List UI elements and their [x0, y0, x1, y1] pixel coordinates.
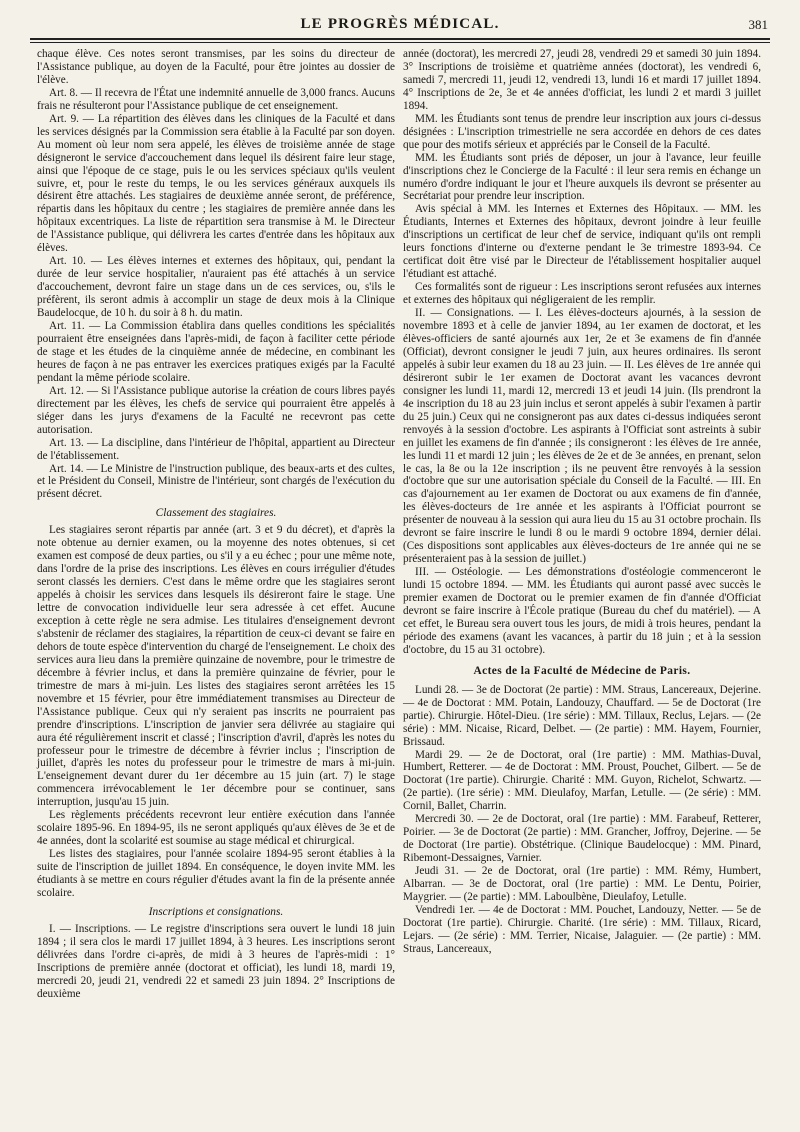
schedule-entry: Lundi 28. — 3e de Doctorat (2e partie) : MM. Straus, Lancereaux, Dejerine. — 4e de Doctorat : MM. Potain, Landouzy, Chauffard. — 5e de Doctorat (1re partie). Chirurgie. Hôtel-Dieu. (1re série) : MM. Tillaux, Reclus, Lejars. — (2e série) : MM. Nicaise, Ricard, Delbet. — (2e partie) : MM. Hayem, Fournier, Brissaud. [403, 683, 761, 748]
article-14: Art. 14. — Le Ministre de l'instruction publique, des beaux-arts et des cultes, et le Président du Conseil, Ministre de l'intérieur, sont chargés de l'exécution du présent décret. [37, 462, 395, 501]
paragraph: chaque élève. Ces notes seront transmises, par les soins du directeur de l'Assistance publique, au doyen de la Faculté, pour être jointes au dossier de l'élève. [37, 48, 395, 86]
paragraph: année (doctorat), les mercredi 27, jeudi 28, vendredi 29 et samedi 30 juin 1894. 3° Inscriptions de troisième et quatrième années (doctorat), les vendredi 6, samedi 7, mercredi 11, jeudi 12, vendredi 13, lundi 16 et mardi 17 juillet 1894. 4° Inscriptions de 2e, 3e et 4e années d'officiat, les lundi 2 et mardi 3 juillet 1894. [403, 48, 761, 112]
header-rule-thick [30, 38, 770, 40]
paragraph: II. — Consignations. — I. Les élèves-docteurs ajournés, à la session de novembre 1893 et à celle de janvier 1894, au 1er examen de doctorat, et les élèves-officiers de santé ajournés aux 1er, 2e et 3e examens de fin d'année (Officiat), devront consigner le jeudi 7 juin, aux heures ordinaires. Ils seront appelés à subir leur examen du 18 au 23 juin. — II. Les élèves de 1re année qui désireront subir le 1er examen de Doctorat avant les vacances devront consigner les lundi 11, mardi 12, mercredi 13 et jeudi 14 juin. (Ils prendront la 4e inscription du 18 au 23 juin inclus et seront appelés à subir l'examen à partir du 25 juin.) Ceux qui ne consigneront pas aux dates ci-dessus indiquées seront renvoyés à la session d'octobre. Les aspirants à l'Officiat sont astreints à subir en juillet les examens de fin d'année ; ils consigneront : les élèves de 1re année, les lundi 11 et mardi 12 juin ; les élèves de 2e et de 3e années, en prenant, selon le cas, la 8e ou la 12e inscription ; ils ne peuvent être renvoyés à la session d'octobre que sur une autorisation spéciale du Conseil de la Faculté. — III. En cas d'ajournement au 1er examen de Doctorat ou aux examens de fin d'année, les élèves-docteurs de 1re année et les aspirants à l'Officiat pourront se présenter de nouveau à la session qui aura lieu du 15 au 31 octobre prochain. Ils devront se faire inscrire le lundi 8 ou le mardi 9 octobre 1894, dernier délai. (Ces dispositions sont applicables aux élèves-docteurs de 1re année qui ne se présenteraient pas à la session de juillet.) [403, 307, 761, 566]
journal-title: LE PROGRÈS MÉDICAL. [300, 16, 500, 32]
section-heading-classement: Classement des stagiaires. [155, 507, 277, 520]
section-heading-actes: Actes de la Faculté de Médecine de Paris. [473, 664, 691, 677]
left-column [37, 48, 395, 1001]
right-column [403, 48, 761, 956]
page-header [30, 14, 770, 38]
paragraph: Avis spécial à MM. les Internes et Externes des Hôpitaux. — MM. les Étudiants, Internes et Externes des hôpitaux, devront joindre à leur feuille d'inscriptions un certificat de leur chef de service, indiquant qu'ils ont rempli leurs fonctions d'interne ou d'externe pendant le 3e trimestre 1893-94. Ce certificat doit être visé par le Directeur de l'établissement hospitalier auquel l'étudiant est attaché. [403, 203, 761, 281]
paragraph: MM. les Étudiants sont tenus de prendre leur inscription aux jours ci-dessus désignées : L'inscription trimestrielle ne sera accordée en dehors de ces dates que pour des motifs sérieux et appréciés par le Conseil de la Faculté. [403, 112, 761, 151]
article-10: Art. 10. — Les élèves internes et externes des hôpitaux, qui, pendant la durée de leur service hospitalier, n'auraient pas été attachés à un service d'accouchement, devront faire un stage dans un de ces services, ou, s'ils le préfèrent, ils seront admis à accomplir un stage de deux mois à la Clinique Baudelocque, de 10 h. du soir à 8 h. du matin. [37, 255, 395, 320]
paragraph: I. — Inscriptions. — Le registre d'inscriptions sera ouvert le lundi 18 juin 1894 ; il sera clos le mardi 17 juillet 1894, à 3 heures. Les inscriptions seront délivrées dans l'ordre ci-après, de midi à 3 heures de l'après-midi : 1° Inscriptions de première année (doctorat et officiat), les lundi 18, mardi 19, mercredi 20, jeudi 21, vendredi 22 et samedi 23 juin 1894. 2° Inscriptions de deuxième [37, 922, 395, 1000]
section-heading-inscriptions: Inscriptions et consignations. [148, 905, 284, 918]
schedule-entry: Vendredi 1er. — 4e de Doctorat : MM. Pouchet, Landouzy, Netter. — 5e de Doctorat (1re partie). Chirurgie. Charité. (1re série) : MM. Tillaux, Ricard, Lejars. — (2e série) : MM. Terrier, Nicaise, Jalaguier. — (2e partie) : MM. Straus, Lancereaux, [403, 903, 761, 955]
article-9: Art. 9. — La répartition des élèves dans les cliniques de la Faculté et dans les services désignés par la Commission sera établie à la Faculté par son doyen. Au moment où leur nom sera appelé, les élèves de troisième année de stage désigneront le service d'accouchement dans lequel ils désirent faire leur stage, ainsi que l'époque de ce stage, puis le ou les services spéciaux qu'ils veulent suivre, et, pour le reste du temps, le ou les services généraux auxquels ils désirent être attachés. Les stagiaires de deuxième année seront, de préférence, répartis dans les hôpitaux du centre ; les stagiaires de première année dans les hôpitaux excentriques. La liste de répartition sera transmise à M. le Directeur de l'Assistance publique, qui délivrera les cartes d'entrée dans les hôpitaux aux élèves. [37, 112, 395, 255]
article-13: Art. 13. — La discipline, dans l'intérieur de l'hôpital, appartient au Directeur de l'établissement. [37, 436, 395, 462]
paragraph: Les stagiaires seront répartis par année (art. 3 et 9 du décret), et d'après la note obtenue au dernier examen, ou la moyenne des notes obtenues, si cet examen est composé de deux parties, ou s'il y a eu échec ; pour une même note, dans l'ordre de la prise des inscriptions. Les élèves en cours irrégulier d'études seront classés les derniers. C'est dans le même ordre que les stagiaires seront appelés à choisir les services dans lesquels ils désireront faire le stage. Une lettre de convocation individuelle leur sera adressée à cet effet. Aucune exception à cette règle ne sera admise. Les titulaires d'enseignement devront s'abstenir de réclamer des stagiaires, la répartition de ceux-ci devant se faire en dehors de toute espèce d'intervention du chargé de l'enseignement. Le choix des services aura lieu dans la première quinzaine de novembre, pour le trimestre de décembre à février inclus, et dans la première quinzaine de février, pour le trimestre de mars à mi-juin. Les listes des stagiaires seront arrêtées les 15 novembre et 15 février, pour être immédiatement transmises au Directeur de l'Assistance publique. Ceux qui n'y seraient pas inscrits ne pourraient pas prendre d'inscriptions. L'inscription de janvier sera délivrée au stagiaire qui aura été régulièrement inscrit et classé ; l'inscription d'avril, d'après les notes du professeur pour le trimestre de décembre à février inclus ; l'inscription de juillet, d'après les notes du professeur pour le trimestre de mars à mi-juin. L'enseignement devant durer du 1er décembre au 15 juin (art. 7) le stage commencera irrévocablement le 1er décembre pour se continuer, sans interruption, jusqu'au 15 juin. [37, 524, 395, 809]
article-8: Art. 8. — Il recevra de l'État une indemnité annuelle de 3,000 francs. Aucuns frais ne résulteront pour l'Assistance publique de cet enseignement. [37, 86, 395, 112]
paragraph: Ces formalités sont de rigueur : Les inscriptions seront refusées aux internes et externes des hôpitaux qui négligeraient de les remplir. [403, 281, 761, 307]
article-12: Art. 12. — Si l'Assistance publique autorise la création de cours libres payés directement par les élèves, les chefs de service qui pourraient être appelés à siéger dans les jurys d'examens de la Faculté ne recevront pas cette autorisation. [37, 384, 395, 436]
paragraph: Les règlements précédents recevront leur entière exécution dans l'année scolaire 1895-96. En 1894-95, ils ne seront appliqués qu'aux élèves de 3e et de 4e années, dont la scolarité est soumise au stage médical et chirurgical. [37, 809, 395, 848]
paragraph: Les listes des stagiaires, pour l'année scolaire 1894-95 seront établies à la suite de l'inscription de juillet 1894. En conséquence, le doyen invite MM. les étudiants à se mettre en cours régulier d'études avant la fin de la présente année scolaire. [37, 848, 395, 899]
schedule-entry: Mercredi 30. — 2e de Doctorat, oral (1re partie) : MM. Farabeuf, Retterer, Poirier. — 3e de Doctorat (2e partie) : MM. Grancher, Joffroy, Dejerine. — 5e de Doctorat (1re partie). Obstétrique. (Clinique Baudelocque) : MM. Pinard, Ribemont-Dessaignes, Varnier. [403, 813, 761, 865]
paragraph: MM. les Étudiants sont priés de déposer, un jour à l'avance, leur feuille d'inscriptions chez le Concierge de la Faculté : il leur sera remis en échange un numéro d'ordre indiquant le jour et l'heure auxquels ils devront se présenter au Secrétariat pour prendre leur inscription. [403, 151, 761, 203]
paragraph: III. — Ostéologie. — Les démonstrations d'ostéologie commenceront le lundi 15 octobre 1894. — MM. les Étudiants qui auront passé avec succès le premier examen de Doctorat ou le premier examen de fin d'année d'Officiat devront se faire inscrire à l'École pratique (Bureau du chef du matériel). — A cet effet, le Bureau sera ouvert tous les jours, de midi à trois heures, pendant la période des examens (avant les vacances, à partir du 18 juin ; et à la session d'octobre, du 15 au 31 octobre). [403, 566, 761, 656]
header-rule-thin [30, 42, 770, 43]
page-number: 381 [748, 17, 768, 32]
article-11: Art. 11. — La Commission établira dans quelles conditions les spécialités pourraient être enseignées dans l'après-midi, de façon à faciliter cette période de stage et les études de la cinquième année de médecine, en combinant les heures de façon à ne pas entraver les exercices pratiques exigés par la Faculté pendant la même période scolaire. [37, 320, 395, 384]
schedule-entry: Mardi 29. — 2e de Doctorat, oral (1re partie) : MM. Mathias-Duval, Humbert, Retterer. — 4e de Doctorat : MM. Proust, Pouchet, Gilbert. — 5e de Doctorat (1re partie). Chirurgie. Charité : MM. Guyon, Richelot, Schwartz. — (2e partie). (1re série) : MM. Dieulafoy, Marfan, Letulle. — (2e série) : MM. Cornil, Ballet, Charrin. [403, 748, 761, 813]
schedule-entry: Jeudi 31. — 2e de Doctorat, oral (1re partie) : MM. Rémy, Humbert, Albarran. — 3e de Doctorat, oral (1re partie) : MM. Le Dentu, Poirier, Maygrier. — (2e partie) : MM. Laboulbène, Dieulafoy, Letulle. [403, 865, 761, 903]
